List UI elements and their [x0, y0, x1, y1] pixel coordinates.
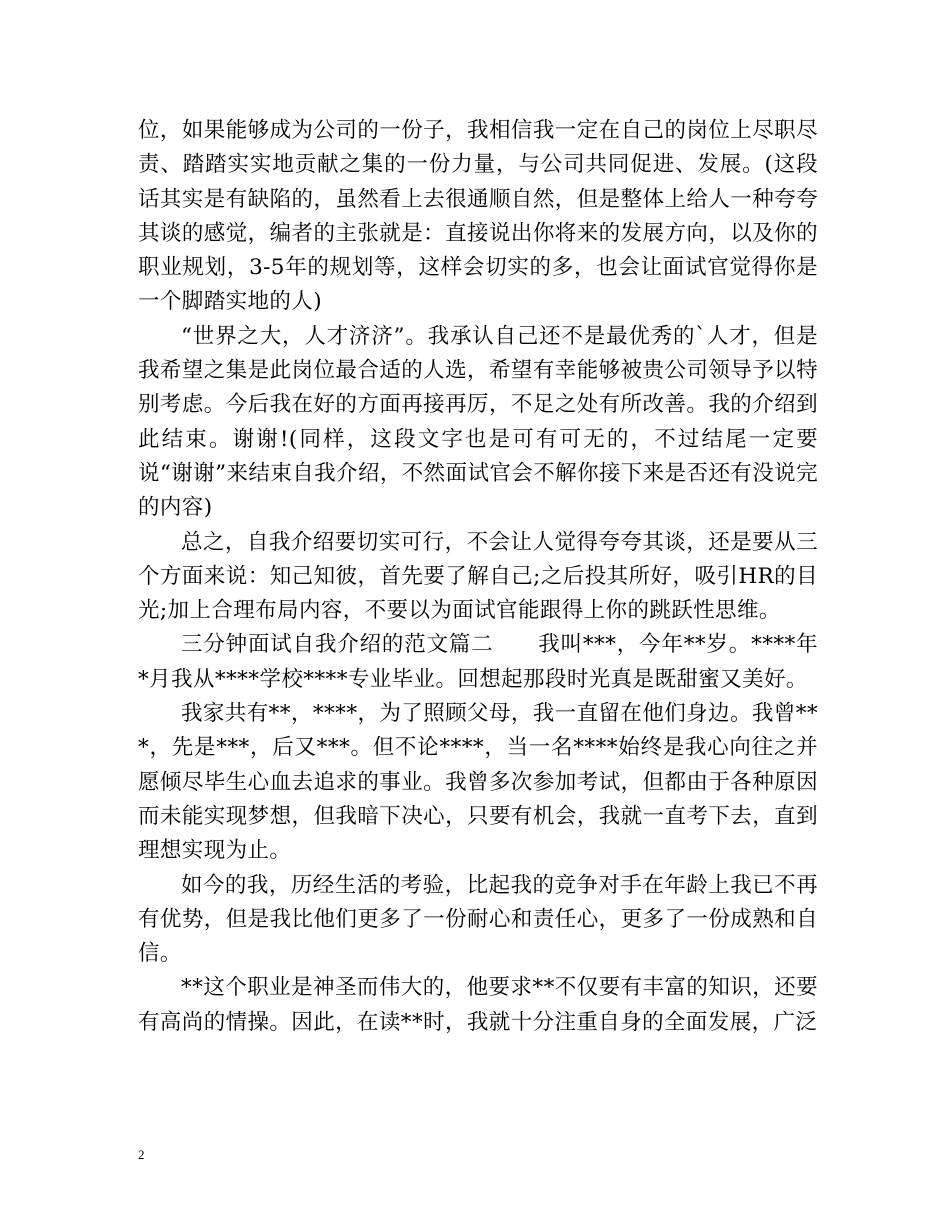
- paragraph-7: **这个职业是神圣而伟大的，他要求**不仅要有丰富的知识，还要有高尚的情操。因此，在读**时，我就十分注重自身的全面发展，广泛: [138, 975, 818, 1035]
- paragraph-3: 总之，自我介绍要切实可行，不会让人觉得夸夸其谈，还是要从三个方面来说：知己知彼，首先要了解自己;之后投其所好，吸引HR的目光;加上合理布局内容，不要以为面试官能跟得上你的跳跃性思维。: [138, 529, 818, 624]
- page-number: 2: [138, 1147, 145, 1162]
- paragraph-5: 我家共有**，****，为了照顾父母，我一直留在他们身边。我曾***，先是***，后又***。但不论****，当一名****始终是我心向往之并愿倾尽毕生心血去追求的事业。我曾多次参加考试，但都由于各种原因而未能实现梦想，但我暗下决心，只要有机会，我就一直考下去，直到理想实现为止。: [138, 701, 818, 864]
- paragraph-6: 如今的我，历经生活的考验，比起我的竞争对手在年龄上我已不再有优势，但是我比他们更多了一份耐心和责任心，更多了一份成熟和自信。: [138, 872, 818, 967]
- paragraph-2: “世界之大，人才济济”。我承认自己还不是最优秀的`人才，但是我希望之集是此岗位最合适的人选，希望有幸能够被贵公司领导予以特别考虑。今后我在好的方面再接再厉，不足之处有所改善。我的介绍到此结束。谢谢!(同样，这段文字也是可有可无的，不过结尾一定要说“谢谢”来结束自我介绍，不然面试官会不解你接下来是否还有没说完的内容): [138, 323, 818, 521]
- document-body: [138, 114, 818, 1040]
- paragraph-1: 位，如果能够成为公司的一份子，我相信我一定在自己的岗位上尽职尽责、踏踏实实地贡献之集的一份力量，与公司共同促进、发展。(这段话其实是有缺陷的，虽然看上去很通顺自然，但是整体上给人一种夸夸其谈的感觉，编者的主张就是：直接说出你将来的发展方向，以及你的职业规划，3-5年的规划等，这样会切实的多，也会让面试官觉得你是一个脚踏实地的人): [138, 118, 818, 315]
- paragraph-4: 三分钟面试自我介绍的范文篇二 我叫***，今年**岁。****年*月我从****学校****专业毕业。回想起那段时光真是既甜蜜又美好。: [138, 632, 818, 692]
